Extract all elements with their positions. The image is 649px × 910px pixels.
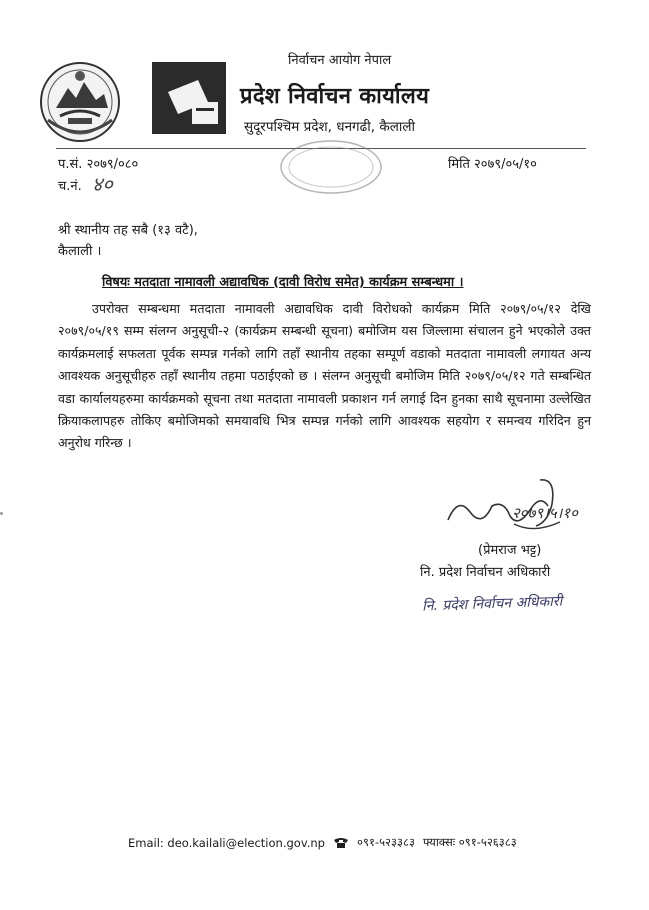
nepal-emblem-icon <box>38 60 122 144</box>
office-address: सुदूरपश्चिम प्रदेश, धनगढी, कैलाली <box>244 119 416 135</box>
office-stamp <box>278 138 384 196</box>
reference-number: प.सं. २०७९/०८० <box>58 157 139 172</box>
ballot-box-icon <box>152 62 226 134</box>
signature-date: २०७९।५।१० <box>512 504 578 522</box>
margin-mark <box>0 512 3 515</box>
recipient-line-1: श्री स्थानीय तह सबै (१३ वटै), <box>58 223 198 238</box>
recipient-line-2: कैलाली । <box>58 244 102 259</box>
subject-line: विषयः मतदाता नामावली अद्यावधिक (दावी विरोध समेत) कार्यक्रम सम्बन्धमा । <box>102 275 464 290</box>
dispatch-number-label: च.नं. <box>58 179 82 194</box>
footer-email: Email: deo.kailali@election.gov.np <box>128 835 325 850</box>
recipient-block <box>58 220 198 262</box>
signatory-title: नि. प्रदेश निर्वाचन अधिकारी <box>420 565 551 580</box>
letter-body: उपरोक्त सम्बन्धमा मतदाता नामावली अद्यावधिक दावी विरोधको कार्यक्रम मिति २०७९/०५/१२ देखि २०७९/०५/१९ सम्म संलग्न अनुसूची-२ (कार्यक्रम सम्बन्धी सूचना) बमोजिम यस जिल्लामा संचालन हुने भएकोले उक्त कार्यक्रमलाई सफलता पूर्वक सम्पन्न गर्नको लागि तहाँ स्थानीय तहका सम्पूर्ण वडाको मतदाता नामावली लगायत अन्य आवश्यक अनुसूचीहरु तहाँ स्थानीय तहमा पठाईएको छ । संलग्न अनुसूची बमोजिम मिति २०७९/०५/१२ गते सम्बन्धित वडा कार्यालयहरुमा कार्यक्रमको सूचना तथा मतदाता नामावली प्रकाशन गर्न लगाई दिन हुनका साथै सूचनामा उल्लेखित क्रियाकलापहरु तोकिए बमोजिमको समयावधि भित्र सम्पन्न गर्नको लागि आवश्यक सहयोग र समन्वय गरिदिन हुन अनुरोध गरिन्छ । <box>58 301 591 451</box>
office-title: प्रदेश निर्वाचन कार्यालय <box>240 84 430 109</box>
org-name: निर्वाचन आयोग नेपाल <box>288 53 392 68</box>
telephone-icon <box>333 837 349 849</box>
signatory-stamp: नि. प्रदेश निर्वाचन अधिकारी <box>421 593 563 615</box>
letter-date: मिति २०७९/०५/१० <box>448 157 537 172</box>
dispatch-number-value: ४० <box>92 172 113 196</box>
footer-fax: फ्याक्सः ०९१-५२६३८३ <box>422 835 517 849</box>
signatory-name: (प्रेमराज भट्ट) <box>478 543 542 558</box>
footer-phone: ०९१-५२३३८३ <box>356 835 415 849</box>
footer <box>128 835 517 850</box>
